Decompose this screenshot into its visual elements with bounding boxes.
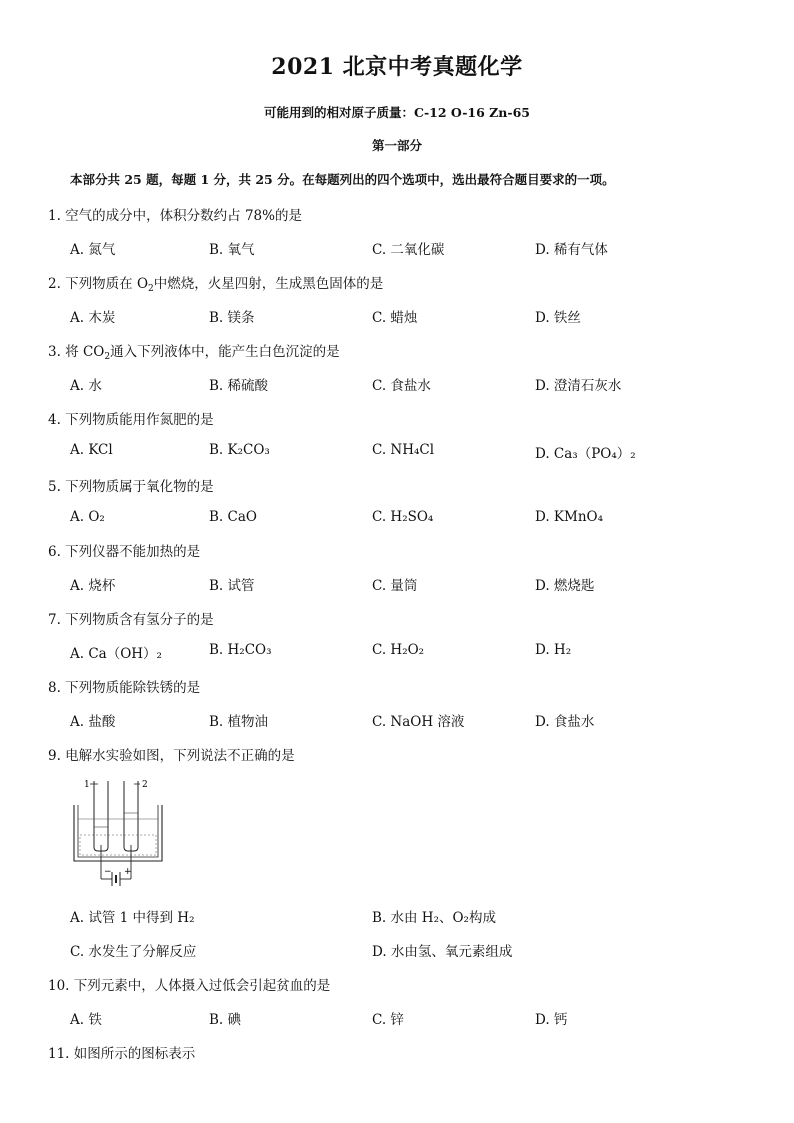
question-2 [48,272,748,292]
option-a[interactable]: A. 盐酸 [70,714,116,730]
option-c[interactable]: C. 锌 [372,1012,404,1028]
question-3-text-a: 3. 将 CO [48,344,105,360]
solution [80,835,156,855]
option-c[interactable]: C. NaOH 溶液 [372,714,465,730]
option-b[interactable]: B. 镁条 [209,310,255,326]
question-4: 4. 下列物质能用作氮肥的是 [48,412,214,428]
option-b[interactable]: B. 试管 [209,578,255,594]
atomic-masses: 可能用到的相对原子质量：C-12 O-16 Zn-65 [264,105,530,120]
test-tube-1 [94,781,108,851]
question-6: 6. 下列仪器不能加热的是 [48,544,201,560]
option-d[interactable]: D. 澄清石灰水 [535,378,622,394]
trough [74,805,162,861]
option-c[interactable]: C. 水发生了分解反应 [70,944,197,960]
option-a[interactable]: A. 水 [70,378,102,394]
electrolysis-diagram [68,775,168,890]
option-d[interactable]: D. H₂ [535,642,572,658]
option-c[interactable]: C. 蜡烛 [372,310,418,326]
option-b[interactable]: B. 植物油 [209,714,269,730]
question-1: 1. 空气的成分中，体积分数约占 78%的是 [48,208,302,224]
question-11: 11. 如图所示的图标表示 [48,1046,196,1062]
instructions: 本部分共 25 题，每题 1 分，共 25 分。在每题列出的四个选项中，选出最符合题目要求的一项。 [70,172,615,187]
option-d[interactable]: D. 燃烧匙 [535,578,595,594]
option-c[interactable]: C. H₂SO₄ [372,509,434,525]
option-b[interactable]: B. K₂CO₃ [209,442,270,458]
question-2-text-b: 中燃烧，火星四射，生成黑色固体的是 [153,276,384,292]
part-heading: 第一部分 [371,138,422,153]
option-d[interactable]: D. Ca₃（PO₄）₂ [535,446,636,462]
question-7: 7. 下列物质含有氢分子的是 [48,612,214,628]
option-a[interactable]: A. 试管 1 中得到 H₂ [70,910,195,926]
question-3 [48,340,748,360]
question-2-subscript: 2 [148,284,154,294]
test-tube-2 [124,781,138,851]
option-c[interactable]: C. H₂O₂ [372,642,425,658]
option-d[interactable]: D. 水由氢、氧元素组成 [372,944,513,960]
option-b[interactable]: B. H₂CO₃ [209,642,272,658]
option-a[interactable]: A. Ca（OH）₂ [70,646,162,662]
option-b[interactable]: B. 氧气 [209,242,255,258]
option-a[interactable]: A. 铁 [70,1012,102,1028]
option-c[interactable]: C. 二氧化碳 [372,242,445,258]
question-3-subscript: 2 [104,352,111,362]
option-d[interactable]: D. 食盐水 [535,714,595,730]
question-10: 10. 下列元素中，人体摄入过低会引起贫血的是 [48,978,331,994]
option-d[interactable]: D. 铁丝 [535,310,581,326]
option-b[interactable]: B. 水由 H₂、O₂构成 [372,910,496,926]
question-3-text-b: 通入下列液体中，能产生白色沉淀的是 [110,344,340,360]
page-title: 2021 北京中考真题化学 [271,54,523,80]
option-a[interactable]: A. 木炭 [70,310,116,326]
option-d[interactable]: D. 稀有气体 [535,242,608,258]
tube-2-label: 2 [142,780,148,790]
question-8: 8. 下列物质能除铁锈的是 [48,680,201,696]
trough-inner [78,805,158,857]
negative-label: − [104,867,112,877]
option-d[interactable]: D. 钙 [535,1012,568,1028]
question-5: 5. 下列物质属于氧化物的是 [48,479,214,495]
question-2-text-a: 2. 下列物质在 O [48,276,149,292]
option-c[interactable]: C. 量筒 [372,578,418,594]
option-c[interactable]: C. 食盐水 [372,378,431,394]
option-a[interactable]: A. KCl [70,442,113,458]
tube-1-label: 1 [84,780,90,790]
option-b[interactable]: B. CaO [209,509,257,525]
positive-label: + [124,867,132,877]
question-9: 9. 电解水实验如图，下列说法不正确的是 [48,748,295,764]
option-a[interactable]: A. 烧杯 [70,578,116,594]
option-b[interactable]: B. 稀硫酸 [209,378,269,394]
option-a[interactable]: A. 氮气 [70,242,116,258]
option-c[interactable]: C. NH₄Cl [372,442,435,458]
option-d[interactable]: D. KMnO₄ [535,509,604,525]
option-a[interactable]: A. O₂ [70,509,105,525]
option-b[interactable]: B. 碘 [209,1012,242,1028]
